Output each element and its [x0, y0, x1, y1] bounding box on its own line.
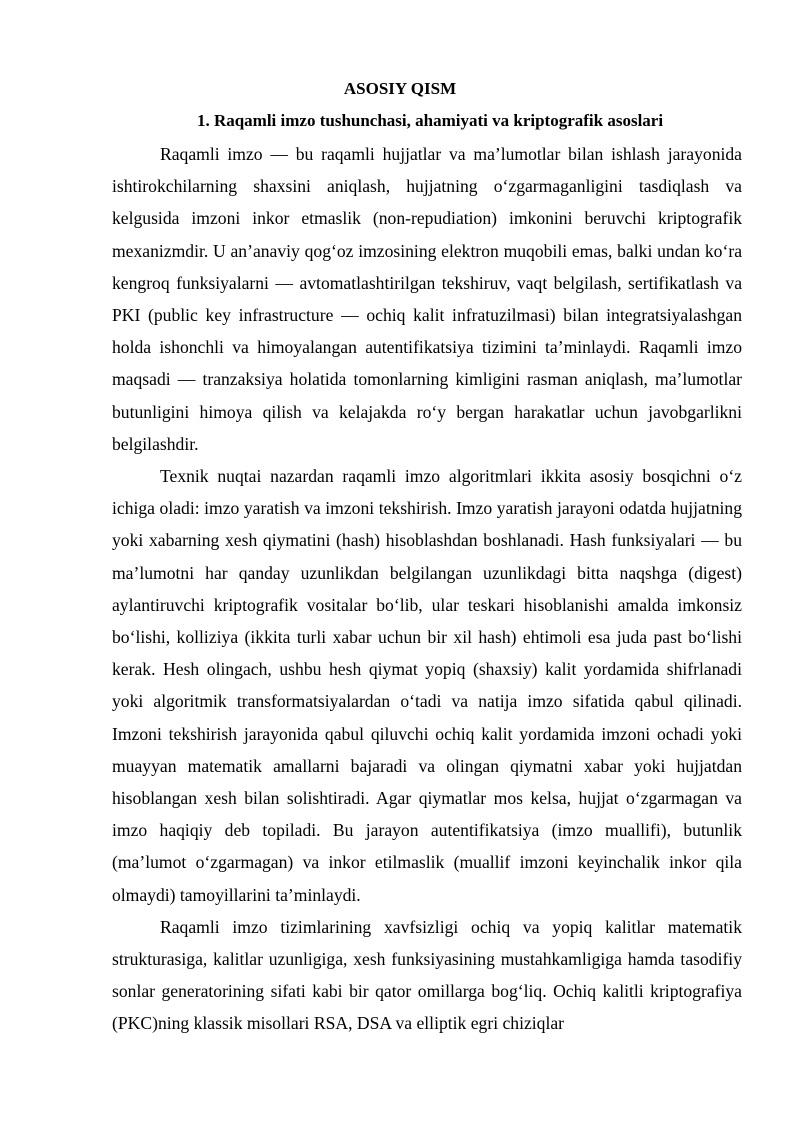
paragraph: Raqamli imzo tizimlarining xavfsizligi ochiq va yopiq kalitlar matematik strukturasiga, kalitlar uzunligiga, xesh funksiyasining mustahkamligiga hamda tasodifiy sonlar generatorining sifati kabi bir qator omillarga bog‘liq. Ochiq kalitli kriptografiya (PKC)ning klassik misollari RSA, DSA va elliptik egri chiziqlar	[112, 916, 742, 1034]
paragraph: Raqamli imzo — bu raqamli hujjatlar va ma’lumotlar bilan ishlash jarayonida ishtirokchilarning shaxsini aniqlash, hujjatning o‘zgarmaganligini tasdiqlash va kelgusida imzoni inkor etmaslik (non-repudiation) imkonini beruvchi kriptografik mexanizmdir. U an’anaviy qog‘oz imzosining elektron muqobili emas, balki undan ko‘ra kengroq funksiyalarni — avtomatlashtirilgan tekshiruv, vaqt belgilash, sertifikatlash va PKI (public key infrastructure — ochiq kalit infratuzilmasi) bilan integratsiyalashgan holda ishonchli va himoyalangan autentifikatsiya tizimini ta’minlaydi. Raqamli imzo maqsadi — tranzaksiya holatida tomonlarning kimligini rasman aniqlash, ma’lumotlar butunligini himoya qilish va kelajakda ro‘y bergan harakatlar uchun javobgarlikni belgilashdir.	[112, 144, 742, 454]
paragraph: Texnik nuqtai nazardan raqamli imzo algoritmlari ikkita asosiy bosqichni o‘z ichiga oladi: imzo yaratish va imzoni tekshirish. Imzo yaratish jarayoni odatda hujjatning yoki xabarning xesh qiymatini (hash) hisoblashdan boshlanadi. Hash funksiyalari — bu ma’lumotni har qanday uzunlikdan belgilangan uzunlikdagi bitta naqshga (digest) aylantiruvchi kriptografik vositalar bo‘lib, ular teskari hisoblanishi amalda imkonsiz bo‘lishi, kolliziya (ikkita turli xabar uchun bir xil hash) ehtimoli esa juda past bo‘lishi kerak. Hesh olingach, ushbu hesh qiymat yopiq (shaxsiy) kalit yordamida shifrlanadi yoki algoritmik transformatsiyalardan o‘tadi va natija imzo sifatida qabul qilinadi. Imzoni tekshirish jarayonida qabul qiluvchi ochiq kalit yordamida imzoni ochadi yoki muayyan matematik amallarni bajaradi va olingan qiymatni xabar yoki hujjatdan hisoblangan xesh bilan solishtiradi. Agar qiymatlar mos kelsa, hujjat o‘zgarmagan va imzo haqiqiy deb topiladi. Bu jarayon autentifikatsiya (imzo muallifi), butunlik (ma’lumot o‘zgarmagan) va inkor etilmaslik (muallif imzoni keyinchalik inkor qila olmaydi) tamoyillarini ta’minlaydi.	[112, 466, 742, 905]
section-title: ASOSIY QISM	[343, 79, 457, 98]
body-text	[112, 138, 742, 1040]
subsection-title: 1. Raqamli imzo tushunchasi, ahamiyati va kriptografik asoslari	[196, 111, 664, 130]
